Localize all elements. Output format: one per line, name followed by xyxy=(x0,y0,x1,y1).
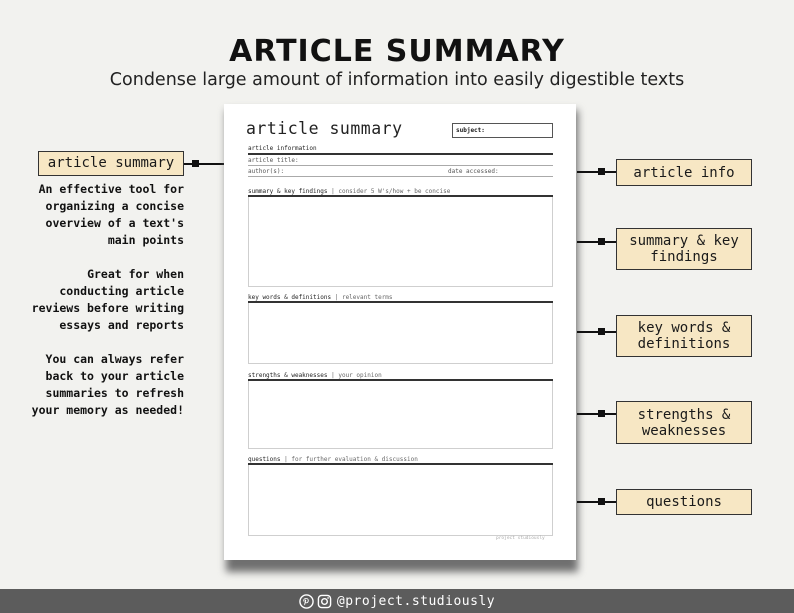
info-divider xyxy=(248,153,553,155)
summary-writing-box[interactable] xyxy=(248,197,553,287)
article-information-heading: article information xyxy=(248,145,317,152)
date-accessed-label: date accessed: xyxy=(448,168,499,175)
connector-dot-strengths xyxy=(598,410,605,417)
keywords-hint: relevant terms xyxy=(341,294,393,301)
connector-dot-summary xyxy=(598,238,605,245)
pinterest-icon[interactable] xyxy=(299,594,314,609)
subject-label: subject: xyxy=(456,127,485,134)
footer-bar xyxy=(0,589,794,613)
connector-line-keywords xyxy=(577,331,616,333)
social-handle[interactable]: @project.studiously xyxy=(336,593,496,609)
connector-dot-questions xyxy=(598,498,605,505)
questions-hint: for further evaluation & discussion xyxy=(291,456,418,463)
author-label: author(s): xyxy=(248,168,285,175)
badge-strengths-weaknesses: strengths & weaknesses xyxy=(616,401,752,444)
connector-line-article-info xyxy=(577,171,616,173)
page-subtitle: Condense large amount of information into easily digestible texts xyxy=(109,70,685,90)
badge-article-info: article info xyxy=(616,159,752,186)
questions-heading-text: questions xyxy=(248,456,281,463)
description-paragraph-3: You can always refer back to your article summaries to refresh your memory as needed! xyxy=(31,352,184,417)
author-underline xyxy=(248,176,553,177)
summary-hint: consider 5 W's/how + be concise xyxy=(338,188,451,195)
badge-questions: questions xyxy=(616,489,752,515)
description-paragraph-2: Great for when conducting article reviews before writing essays and reports xyxy=(31,267,184,332)
connector-line-summary xyxy=(577,241,616,243)
summary-heading-text: summary & key findings xyxy=(248,188,328,195)
description-paragraph-1: An effective tool for organizing a concise overview of a text's main points xyxy=(38,182,184,247)
worksheet-page xyxy=(224,104,576,560)
article-title-label: article title: xyxy=(248,157,299,164)
article-summary-badge: article summary xyxy=(38,151,184,176)
connector-line-strengths xyxy=(577,413,616,415)
left-connector-dot xyxy=(192,160,199,167)
left-connector-line xyxy=(184,163,224,165)
keywords-section-heading: key words & definitions | relevant terms xyxy=(248,294,393,301)
connector-dot-keywords xyxy=(598,328,605,335)
badge-key-words-definitions: key words & definitions xyxy=(616,315,752,357)
instagram-icon[interactable] xyxy=(317,594,332,609)
strengths-hint: your opinion xyxy=(338,372,382,379)
keywords-heading-text: key words & definitions xyxy=(248,294,332,301)
strengths-heading-text: strengths & weaknesses xyxy=(248,372,328,379)
badge-summary-key-findings: summary & key findings xyxy=(616,228,752,270)
connector-dot-article-info xyxy=(598,168,605,175)
strengths-writing-box[interactable] xyxy=(248,381,553,449)
title-underline xyxy=(248,165,553,166)
summary-section-heading: summary & key findings | consider 5 W's/how + be concise xyxy=(248,188,451,195)
questions-section-heading: questions | for further evaluation & discussion xyxy=(248,456,418,463)
questions-writing-box[interactable] xyxy=(248,465,553,536)
subject-field xyxy=(452,123,553,138)
page-title: ARTICLE SUMMARY xyxy=(229,34,565,69)
worksheet-watermark: project studiously xyxy=(496,536,545,541)
connector-line-questions xyxy=(577,501,616,503)
strengths-section-heading: strengths & weaknesses | your opinion xyxy=(248,372,382,379)
worksheet-title: article summary xyxy=(246,119,403,138)
keywords-writing-box[interactable] xyxy=(248,303,553,364)
